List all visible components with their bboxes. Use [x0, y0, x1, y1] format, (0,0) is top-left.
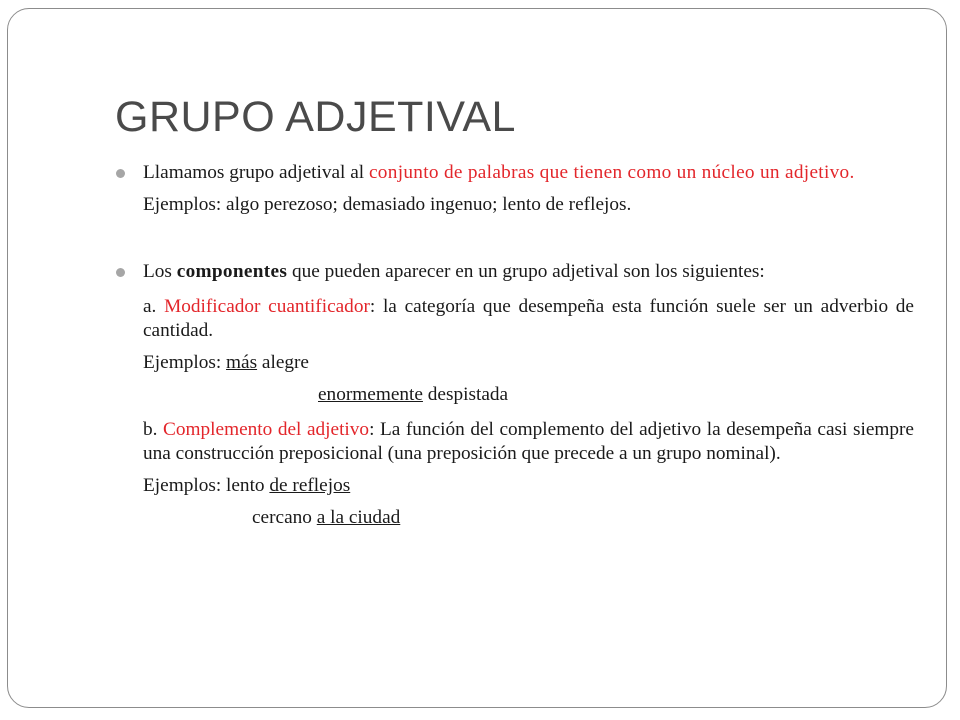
item-b: [114, 418, 914, 530]
item-a-example-1: [143, 351, 914, 375]
bullet-dot-icon: [116, 268, 125, 277]
bullet-dot-icon: [116, 169, 125, 178]
item-b-example-2: [143, 506, 914, 530]
item-b-description: : La función del complemento del adjetivo la desempeña casi siempre una construcción preposicional (una preposición que precede a un grupo nominal).: [143, 419, 914, 464]
definition-highlight: conjunto de palabras que tienen como un núcleo un adjetivo.: [368, 162, 855, 183]
slide-frame: [7, 8, 947, 708]
bullet-definition: [114, 161, 914, 217]
item-b-example-2-underlined: a la ciudad: [316, 507, 401, 528]
slide-content: [114, 161, 914, 530]
item-b-label: Complemento del adjetivo: [163, 419, 370, 440]
item-a-example-2-underlined: enormemente: [318, 384, 423, 405]
item-a: [114, 295, 914, 407]
item-b-text: [143, 418, 914, 466]
item-a-example-2-rest: despistada: [422, 384, 509, 405]
item-b-example-1-underlined: de reflejos: [269, 475, 351, 496]
components-pre: Los: [143, 261, 177, 282]
item-b-example-1: [143, 474, 914, 498]
item-a-examples-prefix: Ejemplos:: [143, 352, 227, 373]
item-a-letter: a.: [143, 296, 165, 317]
components-keyword: componentes: [176, 261, 288, 282]
item-a-example-2: [143, 383, 914, 407]
slide-title: GRUPO ADJETIVAL: [115, 93, 516, 141]
item-b-examples-prefix: Ejemplos: lento: [143, 475, 270, 496]
item-a-description: : la categoría que desempeña esta función suele ser un adverbio de cantidad.: [143, 296, 914, 341]
components-post: que pueden aparecer en un grupo adjetival son los siguientes:: [287, 261, 765, 282]
item-a-example-1-underlined: más: [226, 352, 258, 373]
item-a-text: [143, 295, 914, 343]
definition-examples: Ejemplos: algo perezoso; demasiado ingenuo; lento de reflejos.: [143, 194, 632, 215]
components-text: [143, 260, 914, 284]
definition-text: [143, 161, 914, 185]
item-a-example-1-rest: alegre: [257, 352, 309, 373]
definition-intro: Llamamos grupo adjetival al: [143, 162, 369, 183]
item-a-label: Modificador cuantificador: [164, 296, 370, 317]
item-b-example-2-prefix: cercano: [252, 507, 317, 528]
bullet-components: [114, 260, 914, 284]
item-b-letter: b.: [143, 419, 164, 440]
